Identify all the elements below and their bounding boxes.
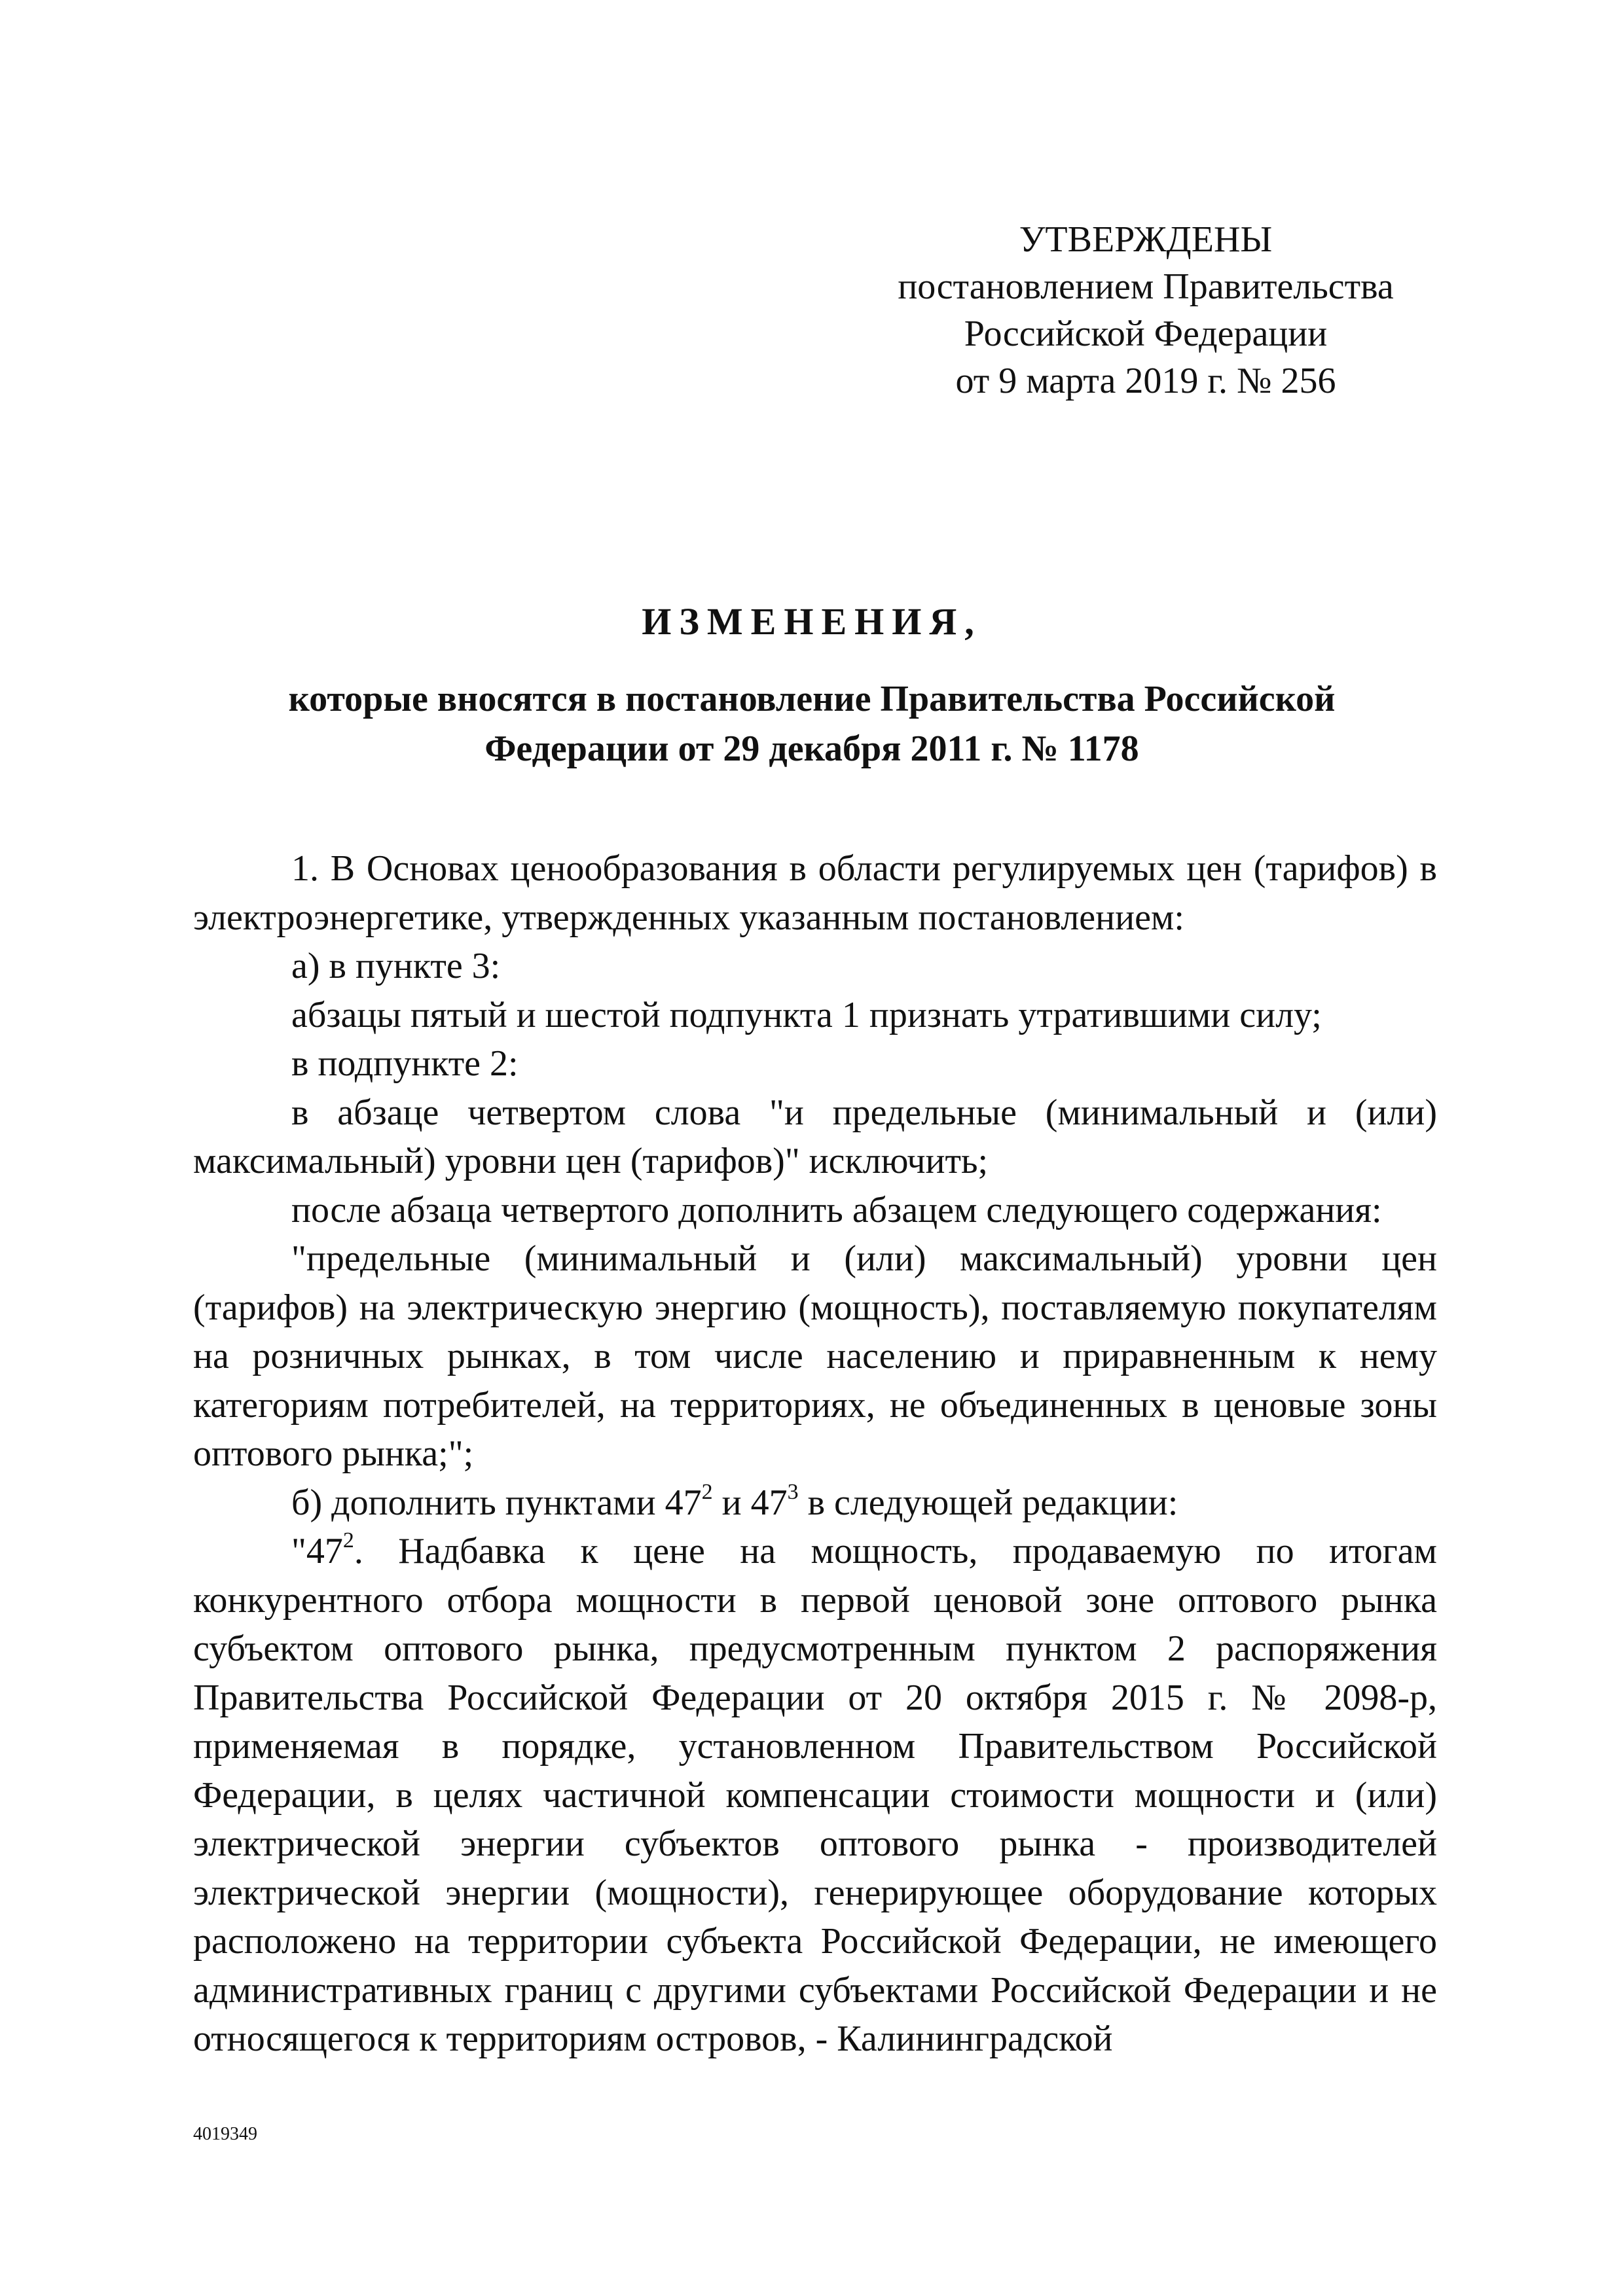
- superscript-3: 3: [787, 1479, 799, 1504]
- document-code: 4019349: [193, 2124, 257, 2144]
- paragraph-9: [193, 1527, 1437, 2064]
- approval-number: 256: [1281, 361, 1336, 401]
- paragraph-9-text: . Надбавка к цене на мощность, продаваемую по итогам конкурентного отбора мощности в первой ценовой зоне оптового рынка субъектом оптового рынка, предусмотренным пунктом 2 распоряжения Правительства Российской Федерации от 20 октября 2015 г. № 2098-р, применяемая в порядке, установленном Правительством Российской Федерации, в целях частичной компенсации стоимости мощности и (или) электрической энергии субъектов оптового рынка - производителей электрической энергии (мощности), генерирующее оборудование которых расположено на территории субъекта Российской Федерации, не имеющего административных границ с другими субъектами Российской Федерации и не относящегося к территориям островов, - Калининградской: [193, 1531, 1437, 2059]
- document-subtitle-line-1: которые вносятся в постановление Правительства Российской: [288, 679, 1336, 719]
- paragraph-4: в подпункте 2:: [291, 1043, 519, 1084]
- superscript-2: 2: [701, 1479, 713, 1504]
- approval-status: УТВЕРЖДЕНЫ: [1019, 219, 1273, 260]
- document-body: [193, 844, 1437, 2064]
- document-title-block: [196, 596, 1427, 774]
- document-subtitle-line-2: Федерации от 29 декабря 2011 г. № 1178: [484, 728, 1139, 769]
- approval-line-2: Российской Федерации: [964, 314, 1328, 354]
- paragraph-9-superscript: 2: [342, 1528, 354, 1553]
- paragraph-8-start: б) дополнить пунктами 47: [291, 1482, 702, 1523]
- paragraph-7: "предельные (минимальный и (или) максимальный) уровни цен (тарифов) на электрическую энергию (мощность), поставляемую покупателям на розничных рынках, в том числе населению и приравненным к нему категориям потребителей, на территориях, не объединенных в ценовые зоны оптового рынка;";: [193, 1238, 1437, 1474]
- paragraph-5: в абзаце четвертом слова "и предельные (минимальный и (или) максимальный) уровни цен (тарифов)" исключить;: [193, 1092, 1437, 1181]
- approval-date: от 9 марта 2019 г.: [955, 361, 1228, 401]
- approval-date-line: [851, 357, 1440, 404]
- paragraph-6: после абзаца четвертого дополнить абзацем следующего содержания:: [291, 1189, 1382, 1230]
- paragraph-2: а) в пункте 3:: [291, 946, 501, 986]
- paragraph-1: 1. В Основах ценообразования в области регулируемых цен (тарифов) в электроэнергетике, утвержденных указанным постановлением:: [193, 848, 1437, 938]
- document-title: ИЗМЕНЕНИЯ,: [642, 600, 982, 643]
- paragraph-3: абзацы пятый и шестой подпункта 1 признать утратившими силу;: [291, 994, 1322, 1035]
- approval-stamp: [851, 216, 1440, 404]
- approval-number-sign: №: [1237, 361, 1272, 401]
- document-subtitle: [196, 674, 1427, 774]
- paragraph-8: [193, 1479, 1437, 1528]
- approval-line-1: постановлением Правительства: [898, 266, 1394, 307]
- paragraph-8-middle: и 47: [712, 1482, 788, 1523]
- paragraph-9-start: "47: [291, 1531, 343, 1571]
- paragraph-8-end: в следующей редакции:: [798, 1482, 1178, 1523]
